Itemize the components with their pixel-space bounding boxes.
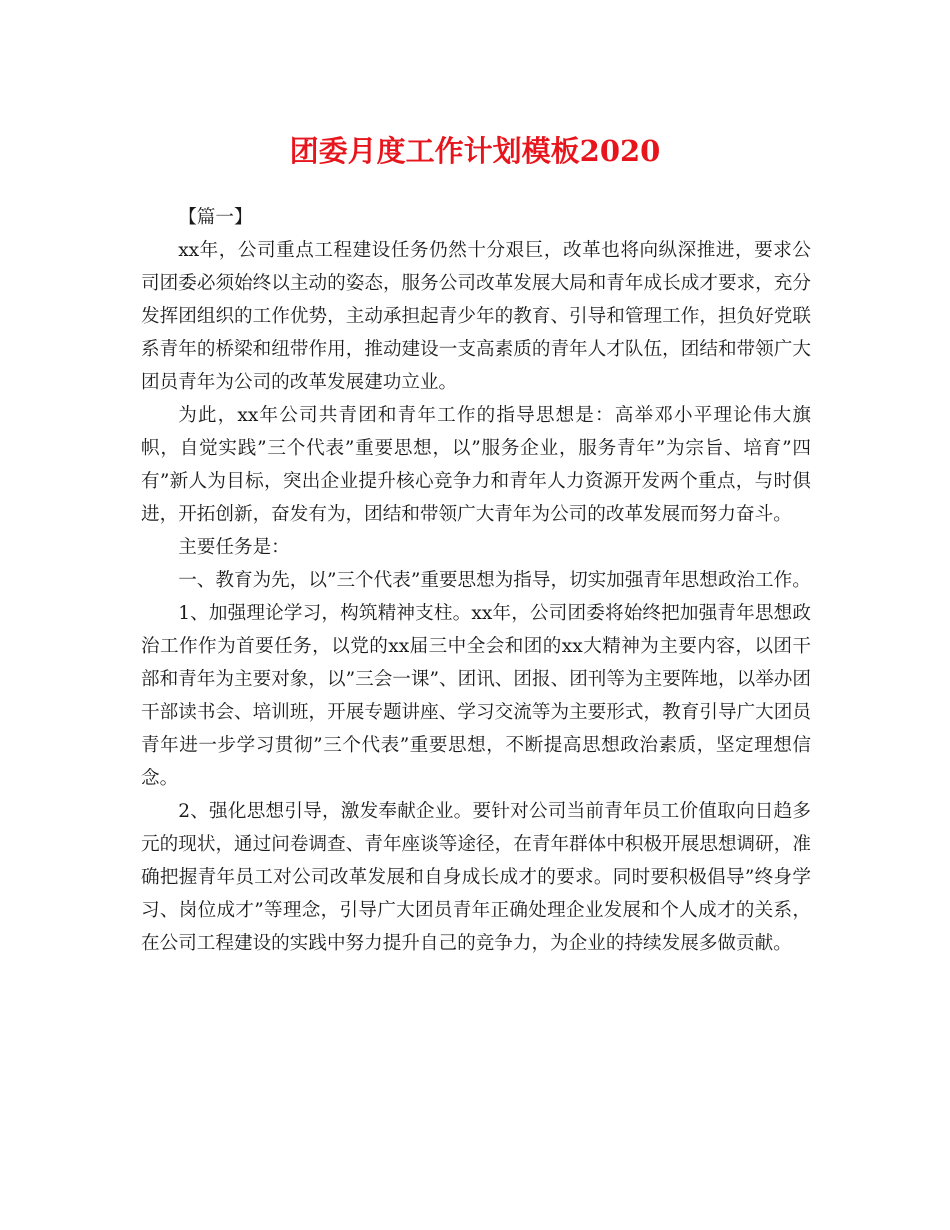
paragraph-1: xx年，公司重点工程建设任务仍然十分艰巨，改革也将向纵深推进，要求公司团委必须始终以主动的姿态，服务公司改革发展大局和青年成长成才要求，充分发挥团组织的工作优势，主动承担起青少年的教育、引导和管理工作，担负好党联系青年的桥梁和纽带作用，推动建设一支高素质的青年人才队伍，团结和带领广大团员青年为公司的改革发展建功立业。 xyxy=(141,240,811,393)
paragraph-5: 1、加强理论学习，构筑精神支柱。xx年，公司团委将始终把加强青年思想政治工作作为首要任务，以党的xx届三中全会和团的xx大精神为主要内容，以团干部和青年为主要对象，以”三会一课”、团讯、团报、团刊等为主要阵地，以举办团干部读书会、培训班，开展专题讲座、学习交流等为主要形式，教育引导广大团员青年进一步学习贯彻”三个代表”重要思想，不断提高思想政治素质，坚定理想信念。 xyxy=(141,603,811,789)
document-title: 团委月度工作计划模板2020 xyxy=(289,134,661,168)
paragraph-6: 2、强化思想引导，激发奉献企业。要针对公司当前青年员工价值取向日趋多元的现状，通过问卷调查、青年座谈等途径，在青年群体中积极开展思想调研，准确把握青年员工对公司改革发展和自身成长成才的要求。同时要积极倡导”终身学习、岗位成才”等理念，引导广大团员青年正确处理企业发展和个人成才的关系，在公司工程建设的实践中努力提升自己的竞争力，为企业的持续发展多做贡献。 xyxy=(141,801,811,954)
paragraph-3: 主要任务是： xyxy=(178,537,290,558)
document-body xyxy=(141,201,811,960)
paragraph-4: 一、教育为先，以”三个代表”重要思想为指导，切实加强青年思想政治工作。 xyxy=(178,570,811,591)
paragraph-2: 为此，xx年公司共青团和青年工作的指导思想是：高举邓小平理论伟大旗帜，自觉实践”三个代表”重要思想，以”服务企业，服务青年”为宗旨、培育”四有”新人为目标，突出企业提升核心竞争力和青年人力资源开发两个重点，与时俱进，开拓创新，奋发有为，团结和带领广大青年为公司的改革发展而努力奋斗。 xyxy=(141,405,811,525)
section-label: 【篇一】 xyxy=(178,207,253,228)
